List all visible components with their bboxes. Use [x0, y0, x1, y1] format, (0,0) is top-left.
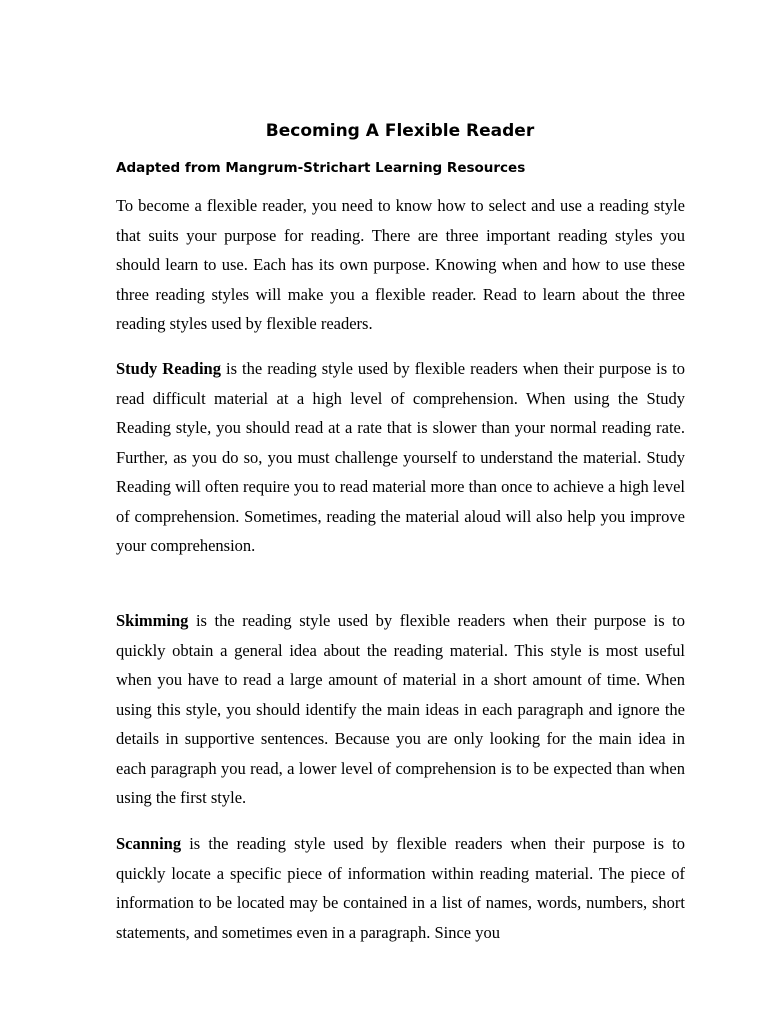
- study-reading-term: Study Reading: [116, 359, 221, 378]
- scanning-paragraph: [116, 829, 685, 947]
- study-reading-paragraph: [116, 354, 685, 561]
- scanning-text: is the reading style used by flexible readers when their purpose is to quickly locate a specific piece of information within reading material. The piece of information to be located may be contained in a list of names, words, numbers, short statements, and sometimes even in a paragraph. Since you: [116, 834, 685, 942]
- study-reading-text: is the reading style used by flexible readers when their purpose is to read difficult material at a high level of comprehension. When using the Study Reading style, you should read at a rate that is slower than your normal reading rate. Further, as you do so, you must challenge yourself to understand the material. Study Reading will often require you to read material more than once to achieve a high level of comprehension. Sometimes, reading the material aloud will also help you improve your comprehension.: [116, 359, 685, 555]
- document-subtitle: Adapted from Mangrum-Strichart Learning Resources: [116, 160, 526, 176]
- intro-paragraph: To become a flexible reader, you need to know how to select and use a reading style that suits your purpose for reading. There are three important reading styles you should learn to use. Each has its own purpose. Knowing when and how to use these three reading styles will make you a flexible reader. Read to learn about the three reading styles used by flexible readers.: [116, 196, 685, 333]
- skimming-term: Skimming: [116, 611, 189, 630]
- scanning-term: Scanning: [116, 834, 182, 853]
- skimming-paragraph: [116, 606, 685, 813]
- skimming-text: is the reading style used by flexible readers when their purpose is to quickly obtain a general idea about the reading material. This style is most useful when you have to read a large amount of material in a short amount of time. When using this style, you should identify the main ideas in each paragraph and ignore the details in supportive sentences. Because you are only looking for the main idea in each paragraph you read, a lower level of comprehension is to be expected than when using the first style.: [116, 611, 685, 807]
- document-title: Becoming A Flexible Reader: [265, 121, 535, 141]
